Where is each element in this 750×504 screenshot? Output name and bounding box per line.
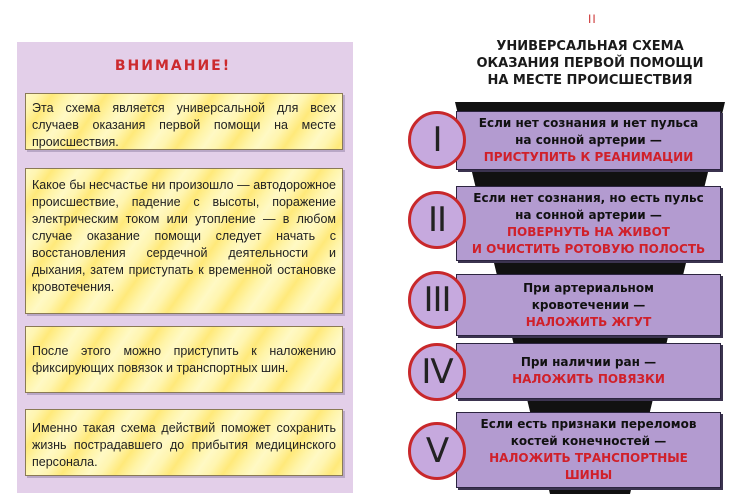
- step-action: НАЛОЖИТЬ ПОВЯЗКИ: [512, 372, 665, 386]
- step-action: ПРИСТУПИТЬ К РЕАНИМАЦИИ: [483, 150, 694, 164]
- step-condition: на сонной артерии —: [515, 207, 662, 222]
- step-action: НАЛОЖИТЬ ЖГУТ: [525, 314, 652, 329]
- step-box-4: [456, 343, 721, 399]
- step-condition: на сонной артерии —: [515, 133, 662, 147]
- step-action: ПОВЕРНУТЬ НА ЖИВОТ: [507, 224, 670, 239]
- step-condition: Если есть признаки переломов: [480, 417, 697, 431]
- note-bandages: После этого можно приступить к наложению фиксирующих повязок и транспортных шин.: [25, 326, 343, 393]
- step-action: НАЛОЖИТЬ ТРАНСПОРТНЫЕ: [489, 451, 688, 465]
- step-condition: При артериальном: [523, 280, 654, 295]
- step-box-1: [456, 111, 721, 170]
- step-condition: кровотечении —: [531, 297, 646, 312]
- step-numeral-2: II: [408, 191, 466, 249]
- scheme-title-line: УНИВЕРСАЛЬНАЯ СХЕМА: [496, 39, 684, 54]
- step-numeral-4: IV: [408, 343, 466, 401]
- step-condition: костей конечностей —: [510, 434, 667, 448]
- warning-title: ВНИМАНИЕ!: [114, 58, 232, 74]
- step-condition: При наличии ран —: [520, 355, 657, 369]
- scheme-title-line: НА МЕСТЕ ПРОИСШЕСТВИЯ: [487, 73, 693, 88]
- step-condition: Если нет сознания и нет пульса: [478, 116, 699, 130]
- step-numeral-3: III: [408, 271, 466, 329]
- step-numeral-1: I: [408, 111, 466, 169]
- step-box-5: [456, 412, 721, 488]
- step-numeral-5: V: [408, 422, 466, 480]
- note-save-life: Именно такая схема действий поможет сохранить жизнь пострадавшего до прибытия медицинского персонала.: [25, 409, 343, 476]
- page-number: II: [588, 12, 597, 26]
- step-condition: Если нет сознания, но есть пульс: [473, 190, 704, 205]
- note-universal-scheme: Эта схема является универсальной для всех случаев оказания первой помощи на месте происшествия.: [25, 93, 343, 150]
- scheme-title-line: ОКАЗАНИЯ ПЕРВОЙ ПОМОЩИ: [476, 56, 704, 71]
- scheme-title: [440, 38, 740, 89]
- step-action: И ОЧИСТИТЬ РОТОВУЮ ПОЛОСТЬ: [471, 241, 706, 256]
- step-box-3: [456, 274, 721, 336]
- step-box-2: [456, 186, 721, 261]
- note-restore-breathing: Какое бы несчастье ни произошло — автодорожное происшествие, падение с высоты, поражение электрическим током или утопление — в любом случае оказание помощи следует начать с восстановления сердечной деятельности и дыхания, затем приступать к временной остановке кровотечения.: [25, 168, 343, 314]
- step-action: ШИНЫ: [564, 468, 613, 482]
